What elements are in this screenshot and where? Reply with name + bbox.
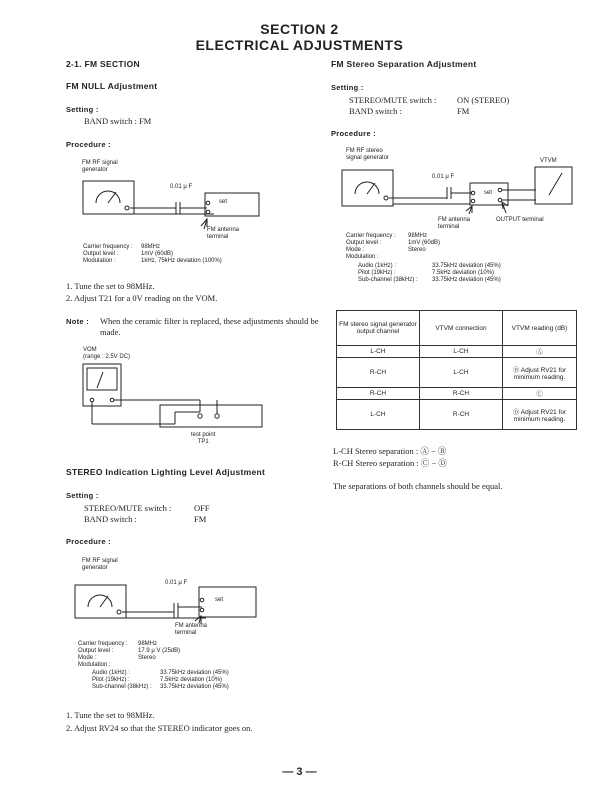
table-row: L-CH R-CH Ⓓ Adjust RV21 for minimum reading.: [337, 400, 577, 430]
table-row: R-CH L-CH Ⓑ Adjust RV21 for minimum reading.: [337, 358, 577, 388]
l-ch-separation: L-CH Stereo separation : Ⓐ − Ⓑ: [333, 446, 447, 456]
sep-settings: STEREO/MUTE switch : ON (STEREO) BAND switch : FM: [349, 95, 510, 116]
sep-params: Carrier frequency : 98MHz Output level : 1mV (60dB) Mode : Stereo Modulation :: [346, 233, 441, 260]
cap-label-2: 0.01 μ F: [165, 580, 188, 586]
stereo-antenna-label: FM antenna terminal: [438, 217, 471, 230]
table-row: R-CH R-CH Ⓒ: [337, 388, 577, 400]
stereo-ind-step-2: 2. Adjust RV24 so that the STEREO indicator goes on.: [66, 723, 253, 733]
cap-label: 0.01 μ F: [170, 184, 193, 190]
set-label-2: set: [215, 597, 224, 603]
antenna-label-2: FM antenna terminal: [175, 623, 208, 636]
fm-null-heading: FM NULL Adjustment: [66, 81, 158, 91]
procedure-label: Procedure :: [66, 140, 111, 149]
fm-null-step-2: 2. Adjust T21 for a 0V reading on the VOM.: [66, 293, 218, 303]
vom-label: VOM (range : 2.5V DC): [83, 347, 131, 360]
setting-label: Setting :: [66, 105, 99, 114]
section-heading: 2-1. FM SECTION: [66, 59, 140, 69]
antenna-label: FM antenna terminal: [207, 227, 240, 240]
section-subtitle: ELECTRICAL ADJUSTMENTS: [195, 37, 404, 53]
setting-text: BAND switch : FM: [84, 116, 152, 126]
conclusion-text: The separations of both channels should be equal.: [333, 481, 503, 491]
table-header: FM stereo signal generator output channel: [337, 311, 420, 346]
table-header: VTVM connection: [420, 311, 503, 346]
stereo-generator-label: FM RF stereo signal generator: [346, 148, 390, 161]
r-ch-separation: R-CH Stereo separation : Ⓒ − Ⓓ: [333, 458, 447, 468]
table-row: L-CH L-CH Ⓐ: [337, 346, 577, 358]
sep-setting-label: Setting :: [331, 83, 364, 92]
sep-procedure-label: Procedure :: [331, 129, 376, 138]
stereo-cap-label: 0.01 μ F: [432, 174, 455, 180]
test-point-label: test point TP1: [191, 432, 216, 445]
stereo-ind-procedure-label: Procedure :: [66, 537, 111, 546]
fm-null-step-1: 1. Tune the set to 98MHz.: [66, 281, 155, 291]
stereo-set-label: set: [484, 190, 493, 196]
stereo-ind-params: Carrier frequency : 98MHz Output level : 17.9 μ V (25dB) Mode : Stereo Modulation :: [78, 641, 181, 668]
vtvm-label: VTVM: [540, 158, 557, 164]
generator-label: FM RF signal generator: [82, 160, 118, 173]
fm-null-params: Carrier frequency : 98MHz Output level : 1mV (60dB) Modulation : 1kHz, 75kHz deviation (100%): [83, 244, 222, 264]
table-header: VTVM reading (dB): [503, 311, 577, 346]
page-number: — 3 —: [282, 766, 317, 778]
note-label: Note :: [66, 317, 90, 326]
stereo-ind-setting-label: Setting :: [66, 491, 99, 500]
note-text: When the ceramic filter is replaced, these adjustments should be made.: [100, 316, 319, 337]
stereo-ind-heading: STEREO Indication Lighting Level Adjustment: [66, 467, 266, 477]
sep-mod-params: Audio (1kHz) : 33.75kHz deviation (45%) Pilot (19kHz) : 7.5kHz deviation (10%) Sub-channel (38kHz) : 33.75kHz deviation (45%): [358, 263, 501, 283]
section-title: SECTION 2: [260, 21, 339, 37]
stereo-ind-step-1: 1. Tune the set to 98MHz.: [66, 710, 155, 720]
generator-label-2: FM RF signal generator: [82, 558, 118, 571]
stereo-ind-settings: STEREO/MUTE switch : OFF BAND switch : FM: [84, 503, 210, 524]
stereo-ind-mod-params: Audio (1kHz) : 33.75kHz deviation (45%) Pilot (19kHz) : 7.5kHz deviation (10%) Sub-channel (38kHz) : 33.75kHz deviation (45%): [92, 670, 229, 690]
connection-table: [336, 310, 577, 430]
fm-stereo-sep-heading: FM Stereo Separation Adjustment: [331, 59, 477, 69]
set-label: set: [219, 199, 228, 205]
output-terminal-label: OUTPUT terminal: [496, 217, 544, 223]
